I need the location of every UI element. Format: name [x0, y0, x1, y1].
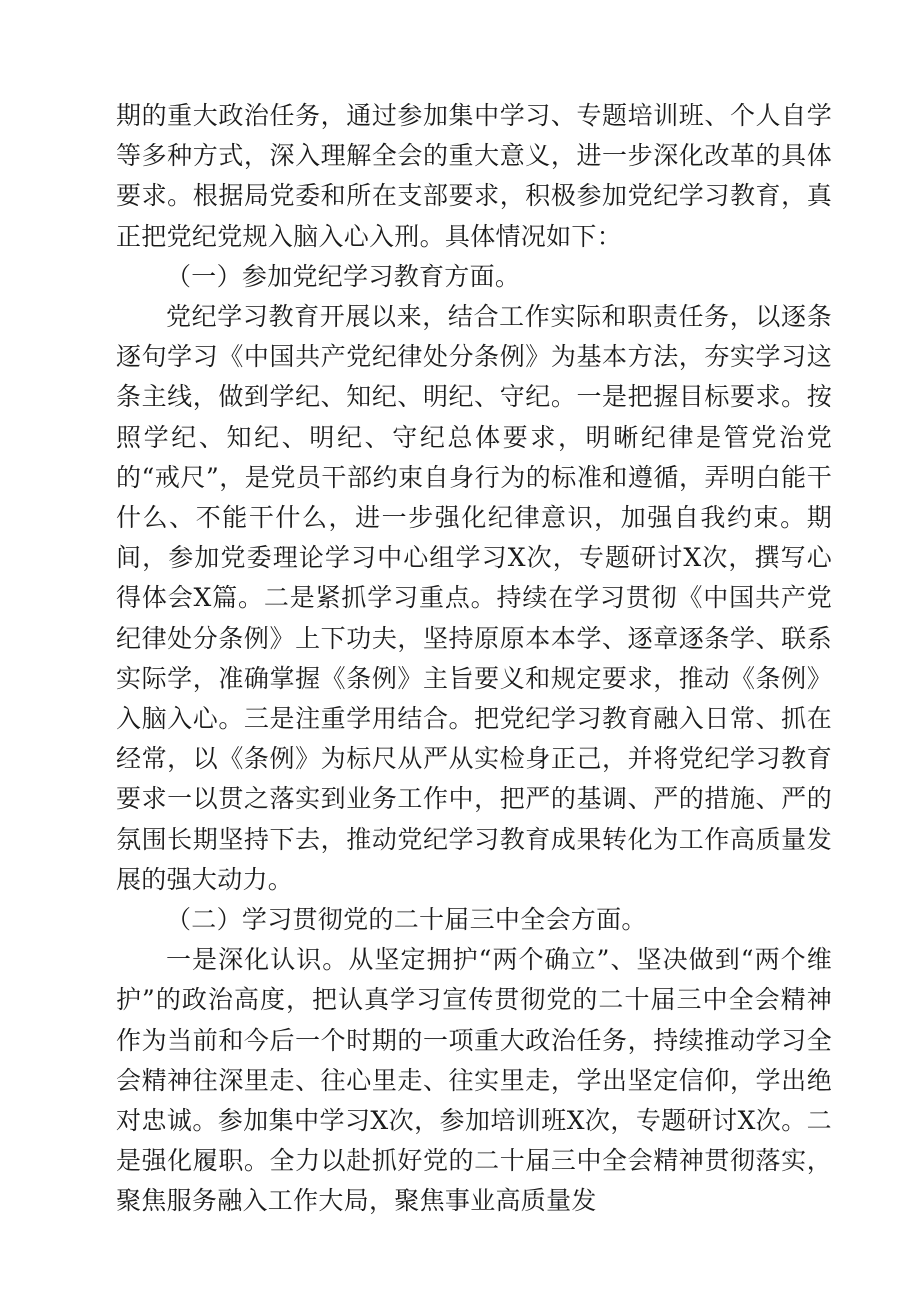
section-heading-1: （一）参加党纪学习教育方面。 [166, 261, 521, 291]
section-1-paragraph: 党纪学习教育开展以来，结合工作实际和职责任务，以逐条逐句学习《中国共产党纪律处分条例》为基本方法，夯实学习这条主线，做到学纪、知纪、明纪、守纪。一是把握目标要求。按照学纪、知纪、明纪、守纪总体要求，明晰纪律是管党治党的“戒尺”，是党员干部约束自身行为的标准和遵循，弄明白能干什么、不能干什么，进一步强化纪律意识，加强自我约束。期间，参加党委理论学习中心组学习X次，专题研讨X次，撰写心得体会X篇。二是紧抓学习重点。持续在学习贯彻《中国共产党纪律处分条例》上下功夫，坚持原原本本学、逐章逐条学、联系实际学，准确掌握《条例》主旨要义和规定要求，推动《条例》入脑入心。三是注重学用结合。把党纪学习教育融入日常、抓在经常，以《条例》为标尺从严从实检身正己，并将党纪学习教育要求一以贯之落实到业务工作中，把严的基调、严的措施、严的氛围长期坚持下去，推动党纪学习教育成果转化为工作高质量发展的强大动力。 [116, 302, 832, 894]
section-2-paragraph: 一是深化认识。从坚定拥护“两个确立”、坚决做到“两个维护”的政治高度，把认真学习宣传贯彻党的二十届三中全会精神作为当前和今后一个时期的一项重大政治任务，持续推动学习全会精神往深里走、往心里走、往实里走，学出坚定信仰，学出绝对忠诚。参加集中学习X次，参加培训班X次，专题研讨X次。二是强化履职。全力以赴抓好党的二十届三中全会精神贯彻落实，聚焦服务融入工作大局，聚焦事业高质量发 [116, 945, 832, 1216]
section-heading-2: （二）学习贯彻党的二十届三中全会方面。 [166, 905, 647, 935]
document-page [116, 96, 832, 1222]
intro-paragraph: 期的重大政治任务，通过参加集中学习、专题培训班、个人自学等多种方式，深入理解全会的重大意义，进一步深化改革的具体要求。根据局党委和所在支部要求，积极参加党纪学习教育，真正把党纪党规入脑入心入刑。具体情况如下： [116, 101, 832, 251]
